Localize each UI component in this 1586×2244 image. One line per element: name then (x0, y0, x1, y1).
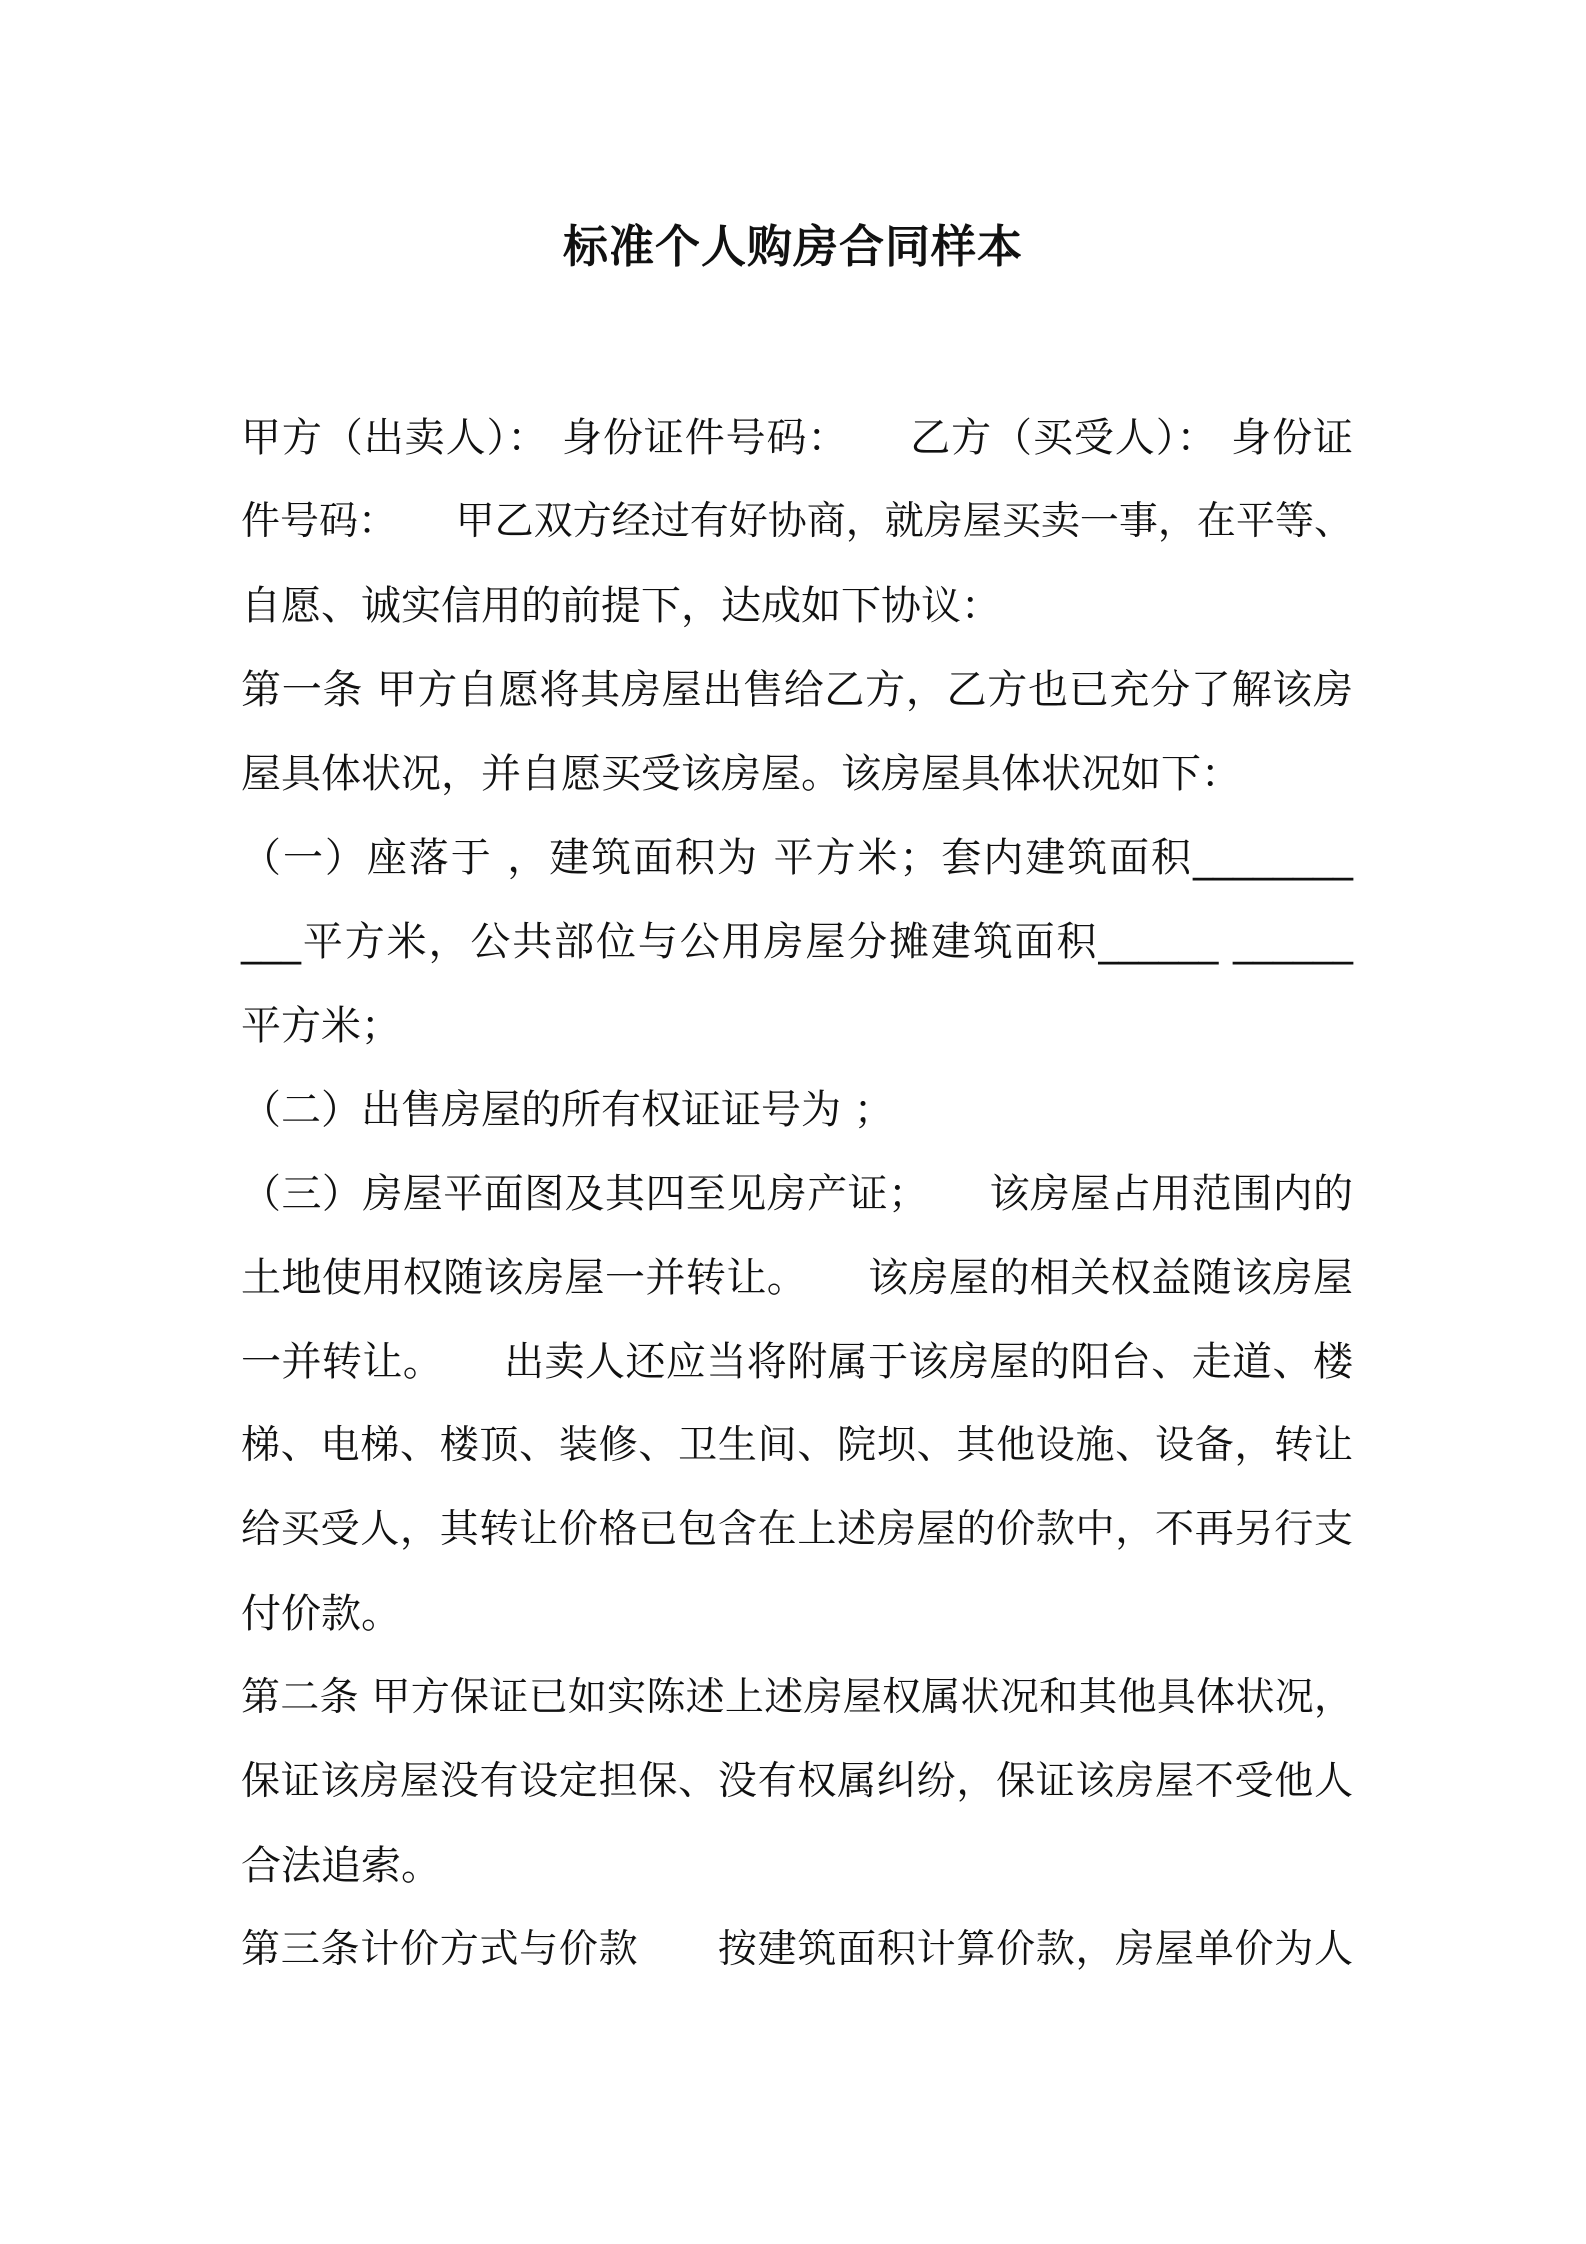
text-line: 梯、电梯、楼顶、装修、卫生间、院坝、其他设施、设备，转让 (241, 1423, 1353, 1468)
document-title: 标准个人购房合同样本 (562, 220, 1023, 273)
text-line: 件号码： 甲乙双方经过有好协商，就房屋买卖一事，在平等、 (241, 499, 1353, 544)
text-line: 第二条 甲方保证已如实陈述上述房屋权属状况和其他具体状况， (241, 1675, 1353, 1720)
text-line: 平方米； (241, 1003, 401, 1049)
text-line: 自愿、诚实信用的前提下，达成如下协议： (241, 583, 1001, 629)
text-line: 合法追索。 (241, 1843, 441, 1889)
text-line: 保证该房屋没有设定担保、没有权属纠纷，保证该房屋不受他人 (241, 1759, 1353, 1804)
text-line: 一并转让。 出卖人还应当将附属于该房屋的阳台、走道、楼 (241, 1339, 1353, 1385)
text-line: 付价款。 (241, 1591, 401, 1637)
text-line: （二）出售房屋的所有权证证号为 ； (241, 1087, 894, 1133)
text-line: （一）座落于 ，建筑面积为 平方米；套内建筑面积________ (241, 835, 1353, 881)
text-line: 土地使用权随该房屋一并转让。 该房屋的相关权益随该房屋 (241, 1255, 1353, 1301)
text-line: （三）房屋平面图及其四至见房产证； 该房屋占用范围内的 (241, 1171, 1353, 1217)
text-line: ___平方米，公共部位与公用房屋分摊建筑面积______ ______ (241, 919, 1353, 965)
text-line: 给买受人，其转让价格已包含在上述房屋的价款中，不再另行支 (241, 1507, 1353, 1552)
text-line: 屋具体状况，并自愿买受该房屋。该房屋具体状况如下： (241, 751, 1241, 797)
text-line: 第一条 甲方自愿将其房屋出售给乙方，乙方也已充分了解该房 (241, 667, 1353, 713)
text-line: 第三条计价方式与价款 按建筑面积计算价款，房屋单价为人 (241, 1927, 1353, 1972)
text-line: 甲方（出卖人）： 身份证件号码： 乙方（买受人）： 身份证 (241, 415, 1353, 461)
